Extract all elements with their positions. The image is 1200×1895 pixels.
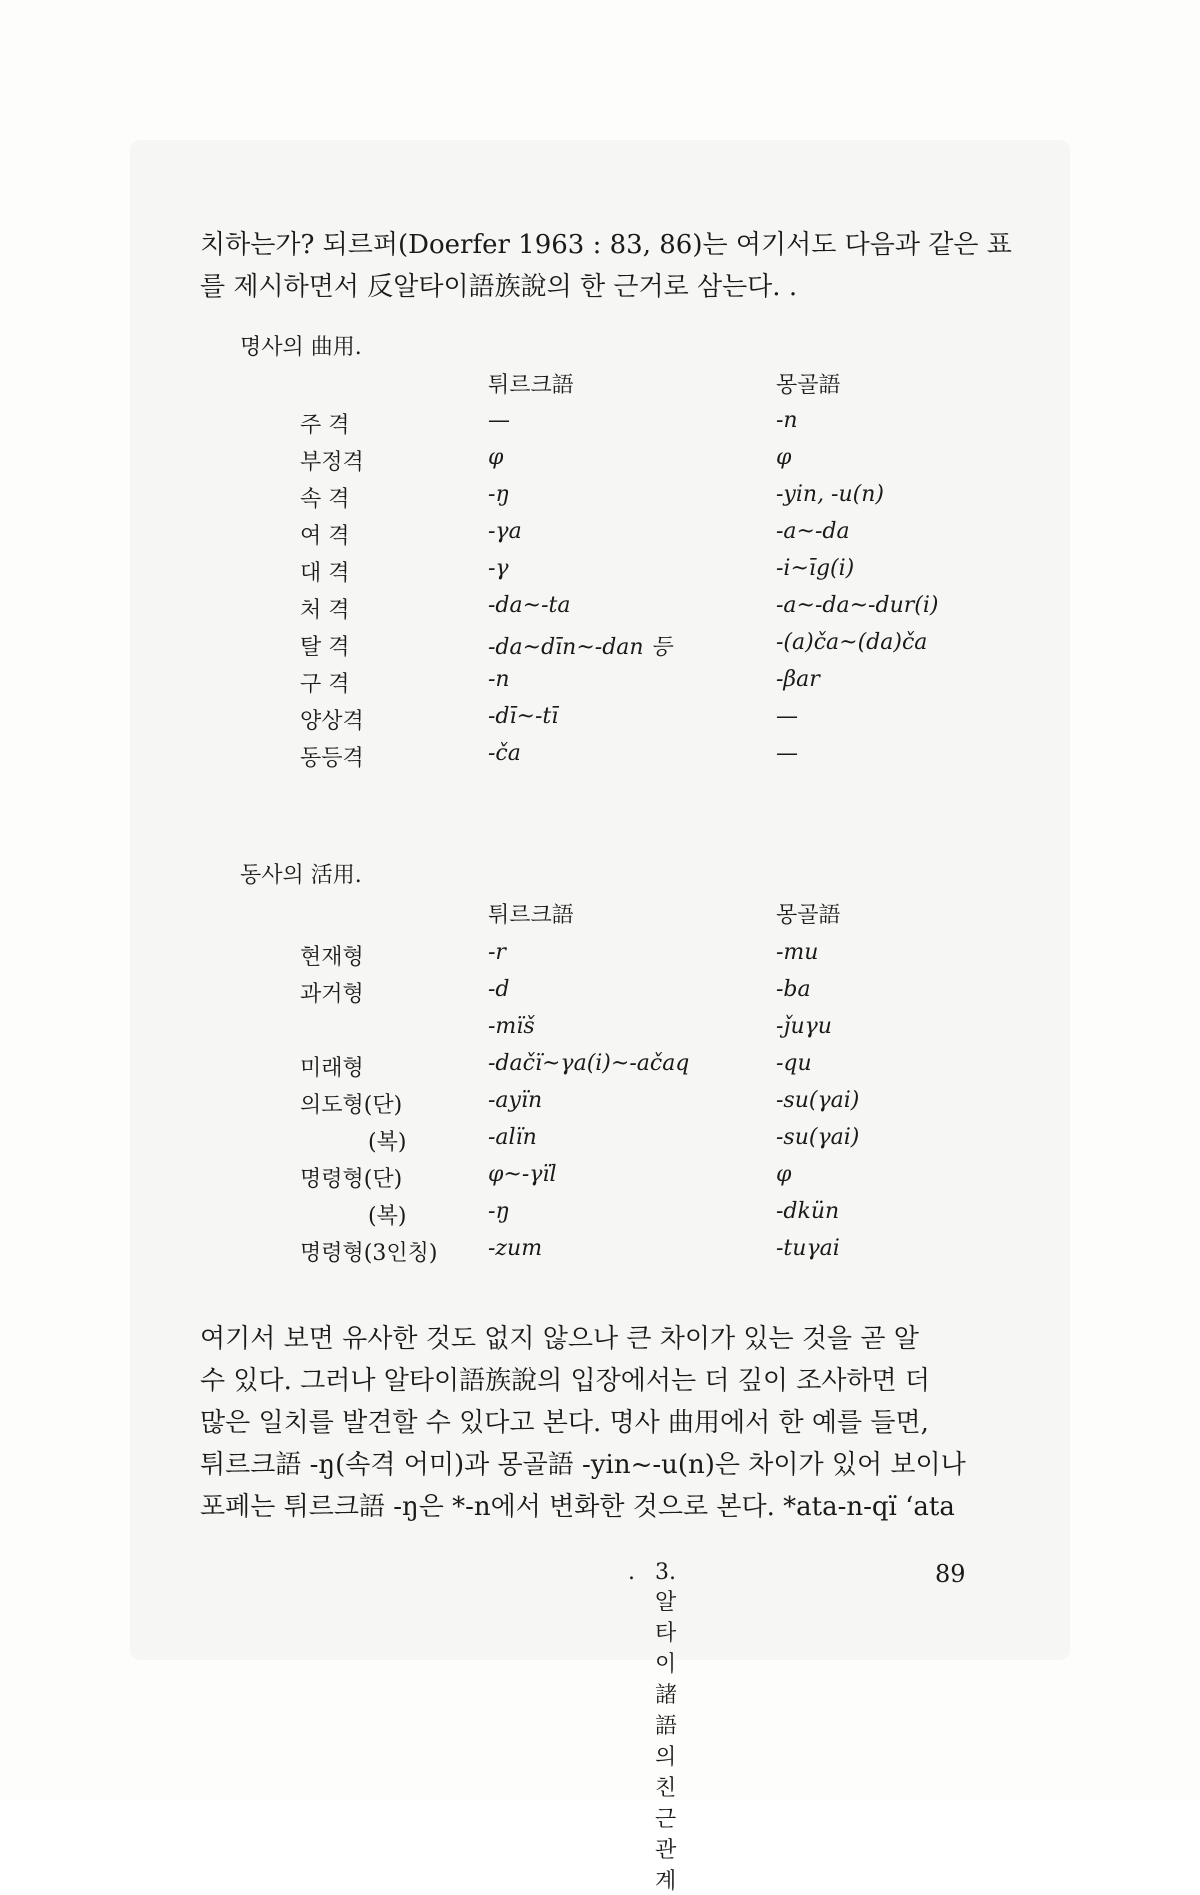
table-row (0, 519, 1200, 557)
closing-line-3: 많은 일치를 발견할 수 있다고 본다. 명사 曲用에서 한 예를 들면, (200, 1408, 929, 1438)
intro-paragraph (200, 224, 1012, 308)
turkic-suffix: -γ (488, 556, 509, 581)
table-row (0, 1014, 1200, 1052)
mongol-suffix: -i~īg(i) (776, 556, 855, 581)
mongol-suffix: -(a)ča~(da)ča (776, 630, 928, 655)
footer-dot: . (628, 1560, 635, 1585)
turkic-suffix: -γa (488, 519, 522, 544)
turkic-suffix: -ča (488, 741, 521, 766)
turkic-suffix: -ŋ (488, 1199, 510, 1224)
mongol-suffix: -tuγai (776, 1236, 840, 1261)
turkic-suffix: -mïš (488, 1014, 535, 1039)
row-label: 양상격 (300, 709, 364, 734)
table-row (0, 1125, 1200, 1163)
mongol-suffix: -ǰuγu (776, 1014, 832, 1039)
turkic-suffix: -alïn (488, 1125, 537, 1150)
table-row (0, 556, 1200, 594)
mongol-suffix: -a~-da (776, 519, 850, 544)
turkic-suffix: -r (488, 940, 506, 965)
table-row (0, 408, 1200, 446)
mongol-suffix: -qu (776, 1051, 812, 1076)
noun-section-title: 명사의 曲用. (240, 335, 362, 360)
row-label: 여 격 (300, 524, 350, 549)
closing-line-2: 수 있다. 그러나 알타이語族說의 입장에서는 더 깊이 조사하면 더 (200, 1366, 931, 1396)
row-label: 의도형(단) (300, 1093, 403, 1118)
table-row (0, 1051, 1200, 1089)
table-row (0, 445, 1200, 483)
table-row (0, 741, 1200, 779)
mongol-suffix: — (776, 704, 798, 729)
table-row (0, 940, 1200, 978)
mongol-suffix: -dkün (776, 1199, 840, 1224)
row-label: 대 격 (300, 561, 350, 586)
mongol-suffix: -βar (776, 667, 820, 692)
row-label: (복) (368, 1204, 407, 1229)
row-label: 현재형 (300, 945, 364, 970)
turkic-suffix: φ~-γïl (488, 1162, 557, 1187)
closing-line-5: 포페는 튀르크語 -ŋ은 *-n에서 변화한 것으로 본다. *ata-n-qï ‘ata (200, 1492, 955, 1522)
turkic-suffix: -d (488, 977, 510, 1002)
mongol-suffix: -su(γai) (776, 1088, 860, 1113)
row-label: 속 격 (300, 487, 350, 512)
turkic-suffix: -ayïn (488, 1088, 543, 1113)
turkic-suffix: -da~-ta (488, 593, 571, 618)
mongol-suffix: — (776, 741, 798, 766)
turkic-suffix: -dī~-tī (488, 704, 559, 729)
closing-paragraph (200, 1318, 1000, 1528)
verb-header-mongol: 몽골語 (776, 903, 841, 928)
row-label: 과거형 (300, 982, 364, 1007)
page-number: 89 (935, 1560, 966, 1588)
table-row (0, 482, 1200, 520)
row-label: 처 격 (300, 598, 350, 623)
table-row (0, 667, 1200, 705)
turkic-suffix: -zum (488, 1236, 543, 1261)
closing-line-1: 여기서 보면 유사한 것도 없지 않으나 큰 차이가 있는 것을 곧 알 (200, 1324, 919, 1354)
intro-line-2: 를 제시하면서 反알타이語族說의 한 근거로 삼는다. . (200, 272, 798, 302)
mongol-suffix: φ (776, 1162, 792, 1187)
turkic-suffix: -dačï~γa(i)~-ačaq (488, 1051, 690, 1076)
table-row (0, 704, 1200, 742)
table-row (0, 1162, 1200, 1200)
table-row (0, 1088, 1200, 1126)
noun-header-turkic: 튀르크語 (488, 373, 574, 398)
row-label: 주 격 (300, 413, 350, 438)
running-title: 3. 알타이諸語의 친근관계 (655, 1560, 678, 1894)
verb-section-title: 동사의 活用. (240, 863, 362, 888)
row-label: 명령형(단) (300, 1167, 403, 1192)
table-row (0, 593, 1200, 631)
intro-line-1: 치하는가? 되르퍼(Doerfer 1963 : 83, 86)는 여기서도 다음과 같은 표 (200, 230, 1012, 260)
mongol-suffix: φ (776, 445, 792, 470)
mongol-suffix: -a~-da~-dur(i) (776, 593, 939, 618)
turkic-suffix: φ (488, 445, 504, 470)
mongol-suffix: -yin, -u(n) (776, 482, 884, 507)
table-row (0, 1236, 1200, 1274)
turkic-suffix: — (488, 408, 510, 433)
table-row (0, 630, 1200, 668)
turkic-suffix: -da~dīn~-dan 등 (488, 635, 672, 660)
row-label: 구 격 (300, 672, 350, 697)
row-label: 동등격 (300, 746, 364, 771)
turkic-suffix: -n (488, 667, 510, 692)
closing-line-4: 튀르크語 -ŋ(속격 어미)과 몽골語 -yin~-u(n)은 차이가 있어 보이나 (200, 1450, 966, 1480)
row-label: 명령형(3인칭) (300, 1241, 438, 1266)
table-row (0, 977, 1200, 1015)
verb-header-turkic: 튀르크語 (488, 903, 574, 928)
row-label: 부정격 (300, 450, 364, 475)
row-label: 미래형 (300, 1056, 364, 1081)
mongol-suffix: -n (776, 408, 798, 433)
noun-header-mongol: 몽골語 (776, 373, 841, 398)
table-row (0, 1199, 1200, 1237)
mongol-suffix: -mu (776, 940, 819, 965)
mongol-suffix: -ba (776, 977, 811, 1002)
row-label: (복) (368, 1130, 407, 1155)
row-label: 탈 격 (300, 635, 350, 660)
mongol-suffix: -su(γai) (776, 1125, 860, 1150)
turkic-suffix: -ŋ (488, 482, 510, 507)
